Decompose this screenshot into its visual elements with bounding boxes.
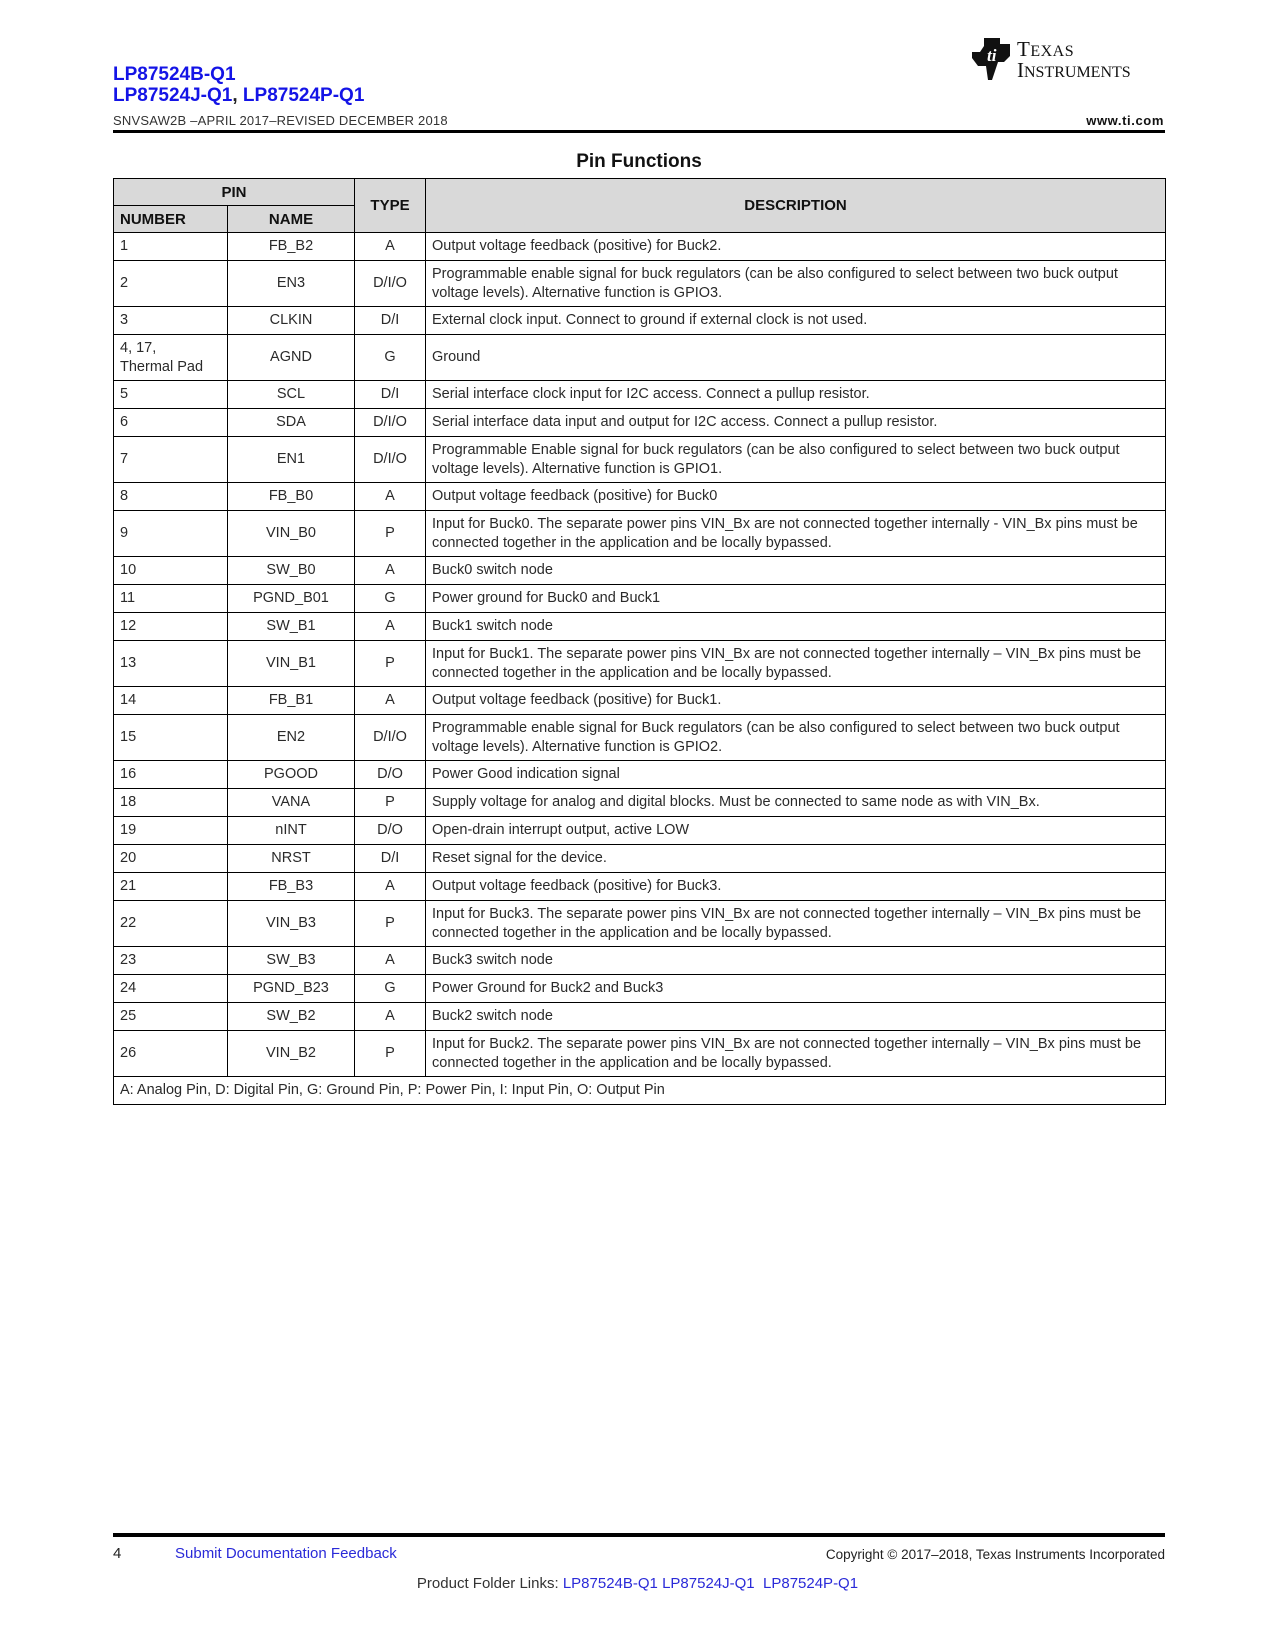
pin-name: EN3 bbox=[228, 261, 355, 307]
pin-description: Programmable Enable signal for buck regulators (can be also configured to select between two buck output voltage levels). Alternative function is GPIO1. bbox=[426, 437, 1166, 483]
pin-type: P bbox=[355, 511, 426, 557]
pin-type: D/I bbox=[355, 381, 426, 409]
pin-type: A bbox=[355, 1003, 426, 1031]
pin-rows bbox=[114, 233, 1166, 1077]
footer-link-lp87524b[interactable]: LP87524B-Q1 bbox=[562, 1575, 658, 1592]
pin-number: 5 bbox=[114, 381, 228, 409]
pin-type: A bbox=[355, 613, 426, 641]
pin-description: Buck3 switch node bbox=[426, 947, 1166, 975]
product-link-lp87524p[interactable]: LP87524P-Q1 bbox=[242, 85, 365, 106]
table-row bbox=[114, 335, 1166, 381]
table-row bbox=[114, 761, 1166, 789]
pin-description: External clock input. Connect to ground if external clock is not used. bbox=[426, 307, 1166, 335]
page-number: 4 bbox=[113, 1545, 122, 1562]
table-row bbox=[114, 233, 1166, 261]
product-folder-label: Product Folder Links: bbox=[416, 1575, 563, 1592]
table-row bbox=[114, 511, 1166, 557]
table-row bbox=[114, 947, 1166, 975]
table-row bbox=[114, 381, 1166, 409]
pin-description: Power ground for Buck0 and Buck1 bbox=[426, 585, 1166, 613]
table-row bbox=[114, 1031, 1166, 1077]
table-row bbox=[114, 845, 1166, 873]
pin-type: D/O bbox=[355, 761, 426, 789]
pin-number: 7 bbox=[114, 437, 228, 483]
pin-number: 10 bbox=[114, 557, 228, 585]
pin-number: 24 bbox=[114, 975, 228, 1003]
pin-number: 2 bbox=[114, 261, 228, 307]
pin-name: EN1 bbox=[228, 437, 355, 483]
header-number: NUMBER bbox=[114, 206, 228, 233]
pin-name: nINT bbox=[228, 817, 355, 845]
pin-name: VIN_B0 bbox=[228, 511, 355, 557]
pin-description: Power Good indication signal bbox=[426, 761, 1166, 789]
pin-type: D/I bbox=[355, 845, 426, 873]
copyright-notice: Copyright © 2017–2018, Texas Instruments Incorporated bbox=[825, 1547, 1165, 1562]
pin-type: D/O bbox=[355, 817, 426, 845]
pin-type: D/I/O bbox=[355, 437, 426, 483]
pin-number: 11 bbox=[114, 585, 228, 613]
product-folder-links bbox=[0, 1575, 1275, 1592]
table-row bbox=[114, 613, 1166, 641]
pin-name: SCL bbox=[228, 381, 355, 409]
ti-logo-icon bbox=[970, 36, 1014, 82]
pin-name: CLKIN bbox=[228, 307, 355, 335]
document-id-revision: SNVSAW2B –APRIL 2017–REVISED DECEMBER 2018 bbox=[113, 113, 448, 128]
pin-number: 26 bbox=[114, 1031, 228, 1077]
table-row bbox=[114, 873, 1166, 901]
pin-name: SW_B3 bbox=[228, 947, 355, 975]
pin-description: Serial interface clock input for I2C access. Connect a pullup resistor. bbox=[426, 381, 1166, 409]
pin-number: 14 bbox=[114, 687, 228, 715]
pin-type: D/I bbox=[355, 307, 426, 335]
pin-type: P bbox=[355, 641, 426, 687]
pin-description: Output voltage feedback (positive) for Buck1. bbox=[426, 687, 1166, 715]
pin-type: A bbox=[355, 483, 426, 511]
pin-name: AGND bbox=[228, 335, 355, 381]
product-link-lp87524b[interactable]: LP87524B-Q1 bbox=[113, 64, 236, 85]
table-row bbox=[114, 261, 1166, 307]
product-title-line-2 bbox=[113, 85, 364, 106]
svg-text:ti: ti bbox=[987, 46, 997, 65]
pin-description: Output voltage feedback (positive) for Buck3. bbox=[426, 873, 1166, 901]
pin-name: PGND_B23 bbox=[228, 975, 355, 1003]
pin-description: Input for Buck2. The separate power pins VIN_Bx are not connected together internally – VIN_Bx pins must be connected together in the application and be locally bypassed. bbox=[426, 1031, 1166, 1077]
ti-logo-wordmark: TEXAS INSTRUMENTS bbox=[1017, 37, 1131, 82]
pin-description: Input for Buck3. The separate power pins VIN_Bx are not connected together internally – VIN_Bx pins must be connected together in the application and be locally bypassed. bbox=[426, 901, 1166, 947]
header-pin: PIN bbox=[114, 179, 355, 206]
header-description: DESCRIPTION bbox=[426, 179, 1166, 233]
pin-name: FB_B2 bbox=[228, 233, 355, 261]
table-row bbox=[114, 817, 1166, 845]
header-name: NAME bbox=[228, 206, 355, 233]
table-row bbox=[114, 557, 1166, 585]
pin-type: G bbox=[355, 585, 426, 613]
footer-link-lp87524p[interactable]: LP87524P-Q1 bbox=[763, 1575, 859, 1592]
pin-description: Supply voltage for analog and digital blocks. Must be connected to same node as with VIN_Bx. bbox=[426, 789, 1166, 817]
table-row bbox=[114, 901, 1166, 947]
table-row bbox=[114, 1003, 1166, 1031]
pin-description: Power Ground for Buck2 and Buck3 bbox=[426, 975, 1166, 1003]
pin-number: 8 bbox=[114, 483, 228, 511]
header-type: TYPE bbox=[355, 179, 426, 233]
pin-name: SW_B1 bbox=[228, 613, 355, 641]
product-title-line-1 bbox=[113, 64, 364, 85]
table-row bbox=[114, 789, 1166, 817]
pin-number: 4, 17, Thermal Pad bbox=[114, 335, 228, 381]
header-divider bbox=[113, 130, 1165, 133]
pin-name: FB_B3 bbox=[228, 873, 355, 901]
table-row bbox=[114, 641, 1166, 687]
pin-description: Input for Buck1. The separate power pins VIN_Bx are not connected together internally – VIN_Bx pins must be connected together in the application and be locally bypassed. bbox=[426, 641, 1166, 687]
pin-number: 23 bbox=[114, 947, 228, 975]
pin-type: A bbox=[355, 233, 426, 261]
pin-type: A bbox=[355, 873, 426, 901]
pin-number: 18 bbox=[114, 789, 228, 817]
pin-functions-table bbox=[113, 178, 1166, 1105]
pin-description: Programmable enable signal for buck regulators (can be also configured to select between two buck output voltage levels). Alternative function is GPIO3. bbox=[426, 261, 1166, 307]
pin-name: FB_B1 bbox=[228, 687, 355, 715]
pin-type: P bbox=[355, 1031, 426, 1077]
pin-name: FB_B0 bbox=[228, 483, 355, 511]
footer-link-lp87524j[interactable]: LP87524J-Q1 bbox=[662, 1575, 755, 1592]
submit-feedback-link[interactable]: Submit Documentation Feedback bbox=[175, 1545, 397, 1562]
pin-type: A bbox=[355, 947, 426, 975]
pin-name: SW_B0 bbox=[228, 557, 355, 585]
document-header-titles bbox=[113, 64, 364, 106]
product-link-lp87524j[interactable]: LP87524J-Q1 bbox=[113, 85, 233, 106]
pin-number: 22 bbox=[114, 901, 228, 947]
pin-number: 6 bbox=[114, 409, 228, 437]
pin-number: 16 bbox=[114, 761, 228, 789]
pin-name: PGND_B01 bbox=[228, 585, 355, 613]
pin-number: 3 bbox=[114, 307, 228, 335]
ti-logo bbox=[970, 36, 1170, 86]
footer-divider bbox=[113, 1533, 1165, 1537]
pin-name: NRST bbox=[228, 845, 355, 873]
table-row bbox=[114, 715, 1166, 761]
product-separator: , bbox=[232, 85, 243, 106]
pin-number: 9 bbox=[114, 511, 228, 557]
pin-type: P bbox=[355, 789, 426, 817]
pin-number: 20 bbox=[114, 845, 228, 873]
pin-type: P bbox=[355, 901, 426, 947]
pin-number: 1 bbox=[114, 233, 228, 261]
pin-description: Programmable enable signal for Buck regulators (can be also configured to select between two buck output voltage levels). Alternative function is GPIO2. bbox=[426, 715, 1166, 761]
pin-description: Open-drain interrupt output, active LOW bbox=[426, 817, 1166, 845]
table-row bbox=[114, 409, 1166, 437]
pin-description: Input for Buck0. The separate power pins VIN_Bx are not connected together internally - VIN_Bx pins must be connected together in the application and be locally bypassed. bbox=[426, 511, 1166, 557]
pin-type: A bbox=[355, 687, 426, 715]
pin-description: Buck0 switch node bbox=[426, 557, 1166, 585]
pin-name: SDA bbox=[228, 409, 355, 437]
pin-type: D/I/O bbox=[355, 261, 426, 307]
pin-type: D/I/O bbox=[355, 715, 426, 761]
pin-number: 13 bbox=[114, 641, 228, 687]
pin-type: G bbox=[355, 975, 426, 1003]
pin-description: Output voltage feedback (positive) for Buck2. bbox=[426, 233, 1166, 261]
table-row bbox=[114, 585, 1166, 613]
pin-description: Ground bbox=[426, 335, 1166, 381]
website-link[interactable]: www.ti.com bbox=[1086, 113, 1164, 128]
pin-name: VIN_B3 bbox=[228, 901, 355, 947]
pin-name: PGOOD bbox=[228, 761, 355, 789]
pin-name: VANA bbox=[228, 789, 355, 817]
pin-name: EN2 bbox=[228, 715, 355, 761]
pin-name: VIN_B1 bbox=[228, 641, 355, 687]
pin-type: A bbox=[355, 557, 426, 585]
pin-description: Reset signal for the device. bbox=[426, 845, 1166, 873]
type-legend: A: Analog Pin, D: Digital Pin, G: Ground Pin, P: Power Pin, I: Input Pin, O: Output Pin bbox=[114, 1077, 1166, 1105]
pin-name: VIN_B2 bbox=[228, 1031, 355, 1077]
table-row bbox=[114, 483, 1166, 511]
table-row bbox=[114, 975, 1166, 1003]
pin-number: 21 bbox=[114, 873, 228, 901]
pin-number: 19 bbox=[114, 817, 228, 845]
table-row bbox=[114, 437, 1166, 483]
pin-description: Output voltage feedback (positive) for Buck0 bbox=[426, 483, 1166, 511]
pin-description: Serial interface data input and output for I2C access. Connect a pullup resistor. bbox=[426, 409, 1166, 437]
pin-type: G bbox=[355, 335, 426, 381]
table-row bbox=[114, 307, 1166, 335]
pin-number: 12 bbox=[114, 613, 228, 641]
pin-number: 15 bbox=[114, 715, 228, 761]
pin-description: Buck2 switch node bbox=[426, 1003, 1166, 1031]
pin-name: SW_B2 bbox=[228, 1003, 355, 1031]
pin-number: 25 bbox=[114, 1003, 228, 1031]
pin-description: Buck1 switch node bbox=[426, 613, 1166, 641]
pin-type: D/I/O bbox=[355, 409, 426, 437]
table-row bbox=[114, 687, 1166, 715]
section-title: Pin Functions bbox=[576, 151, 702, 172]
